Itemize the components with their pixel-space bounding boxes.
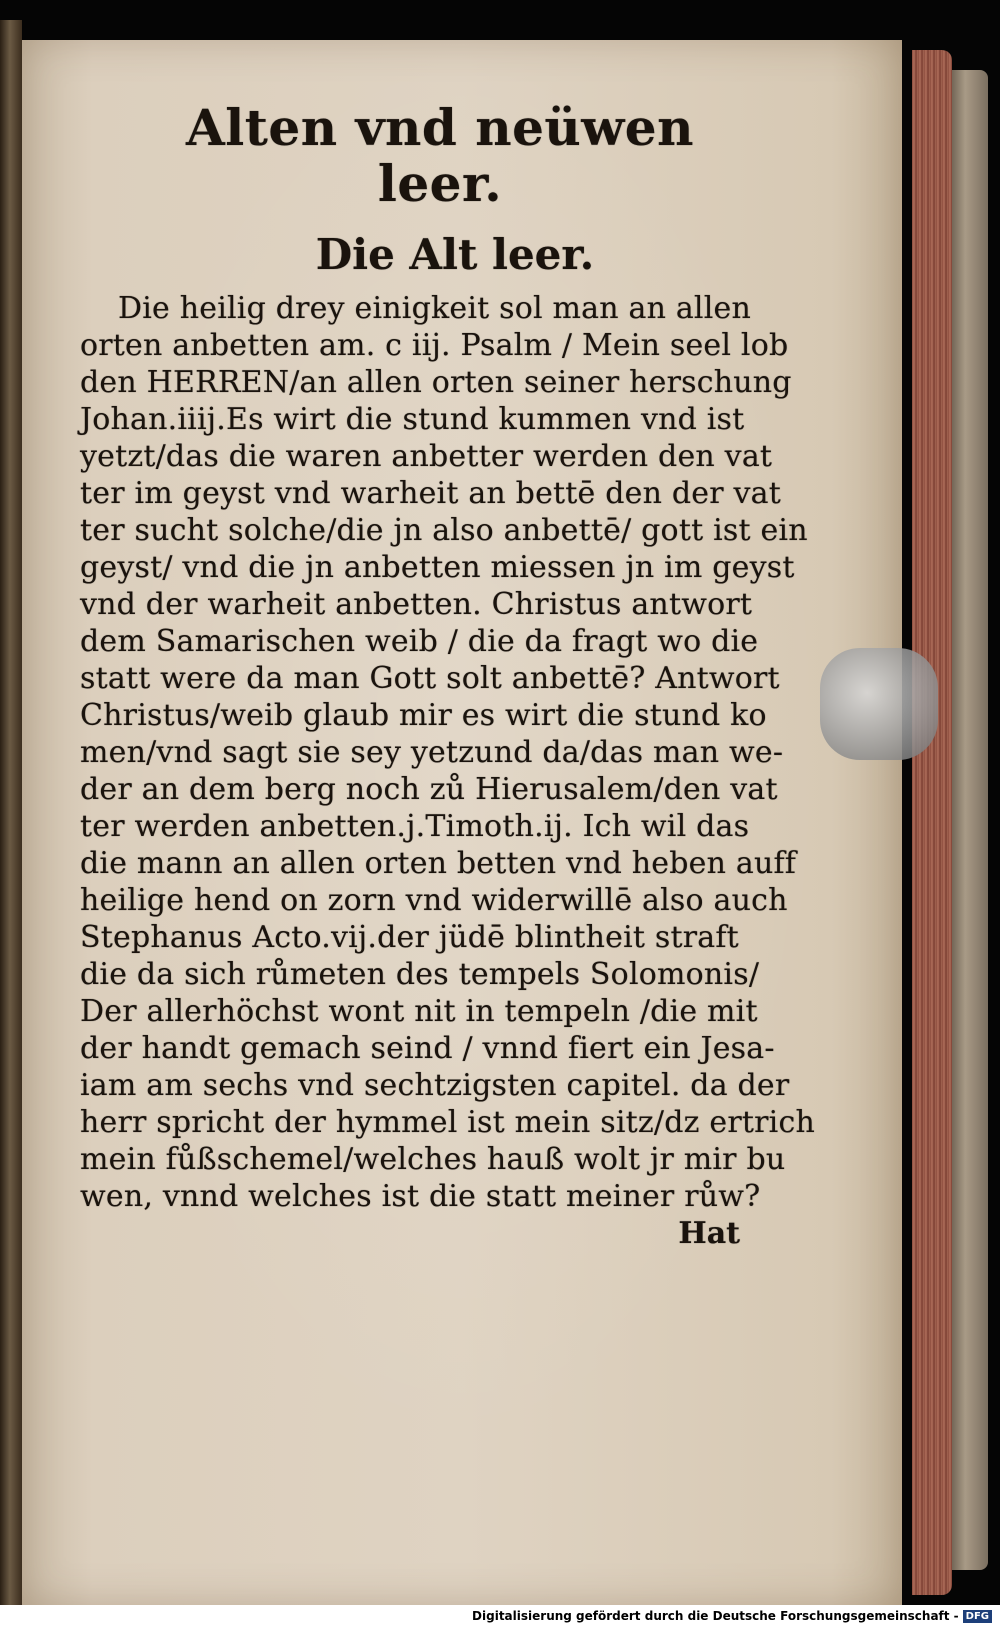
book-page <box>22 40 902 1605</box>
text-line: die da sich růmeten des tempels Solomonis/ <box>80 957 760 992</box>
body-text <box>80 290 815 1215</box>
text-line: mein fůßschemel/welches hauß wolt jr mir bu <box>80 1142 786 1177</box>
text-line: vnd der warheit anbetten. Christus antwort <box>80 587 753 622</box>
book-left-edge <box>0 20 22 1605</box>
section-title: Die Alt leer. <box>315 230 595 279</box>
text-line: orten anbetten am. c iij. Psalm / Mein seel lob <box>80 328 789 363</box>
text-line: wen, vnnd welches ist die statt meiner růw? <box>80 1179 761 1214</box>
text-line: die mann an allen orten betten vnd heben auff <box>80 846 797 881</box>
text-line: dem Samarischen weib / die da fragt wo die <box>80 624 759 659</box>
text-line: der handt gemach seind / vnnd fiert ein Jesa- <box>80 1031 775 1066</box>
book-fore-edge-outer <box>950 70 988 1570</box>
text-line: yetzt/das die waren anbetter werden den vat <box>80 439 773 474</box>
page-clamp <box>820 648 938 760</box>
text-line: Der allerhöchst wont nit in tempeln /die mit <box>80 994 758 1029</box>
text-line: statt were da man Gott solt anbettē? Antwort <box>80 661 780 696</box>
text-line: geyst/ vnd die jn anbetten miessen jn im geyst <box>80 550 795 585</box>
text-line: Christus/weib glaub mir es wirt die stund ko <box>80 698 767 733</box>
dfg-logo-icon: DFG <box>963 1610 992 1623</box>
text-line: ter sucht solche/die jn also anbettē/ gott ist ein <box>80 513 808 548</box>
page-text-block <box>80 98 815 1252</box>
text-line: Johan.iiij.Es wirt die stund kummen vnd ist <box>80 402 745 437</box>
text-line: Die heilig drey einigkeit sol man an allen <box>118 291 751 326</box>
text-line: ter im geyst vnd warheit an bettē den der vat <box>80 476 781 511</box>
text-line: den HERREN/an allen orten seiner herschung <box>80 365 792 400</box>
text-line: der an dem berg noch zů Hierusalem/den vat <box>80 772 778 807</box>
text-line: heilige hend on zorn vnd widerwillē also auch <box>80 883 788 918</box>
text-line: Stephanus Acto.vij.der jüdē blintheit straft <box>80 920 739 955</box>
footer-credit: Digitalisierung gefördert durch die Deutsche Forschungsgemeinschaft - <box>472 1609 959 1623</box>
book-fore-edge <box>912 50 952 1595</box>
catchword: Hat <box>678 1216 740 1251</box>
running-heading: Alten vnd neüwen leer. <box>186 98 694 213</box>
text-line: men/vnd sagt sie sey yetzund da/das man we- <box>80 735 784 770</box>
digitization-footer <box>0 1605 1000 1627</box>
text-line: herr spricht der hymmel ist mein sitz/dz ertrich <box>80 1105 815 1140</box>
text-line: iam am sechs vnd sechtzigsten capitel. da der <box>80 1068 790 1103</box>
text-line: ter werden anbetten.j.Timoth.ij. Ich wil das <box>80 809 750 844</box>
